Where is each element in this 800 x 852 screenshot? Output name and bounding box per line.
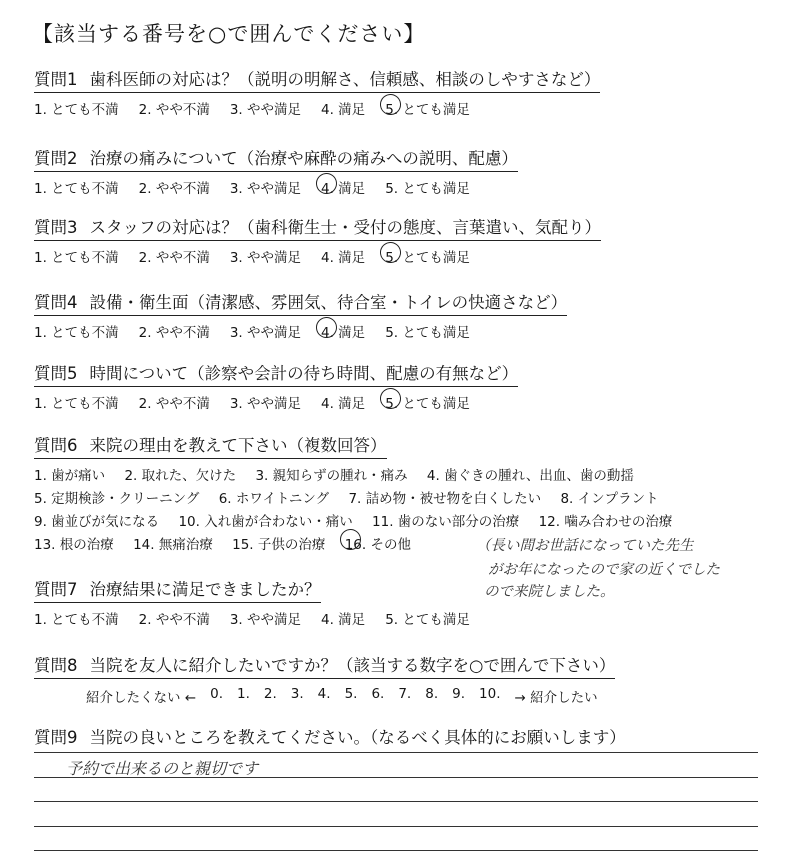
scale-8[interactable]: 8.: [425, 686, 439, 702]
question-9-title: [34, 724, 626, 750]
reason-9[interactable]: 9. 歯並びが気になる: [34, 514, 160, 530]
question-5-options: [34, 392, 794, 412]
option-4-circled[interactable]: 4. 満足: [321, 177, 365, 197]
question-4: [34, 289, 794, 341]
scale-left-label: 紹介したくない ←: [86, 690, 197, 706]
option-2[interactable]: 2. やや不満: [138, 396, 210, 412]
question-5-text: 時間について（診察や会計の待ち時間、配慮の有無など）: [89, 364, 519, 383]
question-3-title: [34, 214, 601, 241]
reason-2[interactable]: 2. 取れた、欠けた: [124, 468, 237, 484]
question-1-text: 歯科医師の対応は？（説明の明解さ、信頼感、相談のしやすさなど）: [89, 70, 601, 89]
scale-10[interactable]: 10.: [479, 686, 501, 702]
question-6-text: 来院の理由を教えて下さい（複数回答）: [89, 436, 387, 455]
reason-1[interactable]: 1. 歯が痛い: [34, 468, 106, 484]
question-7-text: 治療結果に満足できましたか？: [89, 580, 321, 599]
reason-5[interactable]: 5. 定期検診・クリーニング: [34, 491, 200, 507]
question-3-options: [34, 246, 794, 266]
question-2: [34, 145, 794, 197]
option-2[interactable]: 2. やや不満: [138, 102, 210, 118]
question-2-title: [34, 145, 518, 172]
reason-13[interactable]: 13. 根の治療: [34, 537, 114, 553]
question-3-number: 質問3: [34, 218, 78, 237]
reason-row: [34, 510, 794, 533]
reason-14[interactable]: 14. 無痛治療: [133, 537, 213, 553]
reason-16-circled[interactable]: 16. その他: [345, 533, 411, 553]
scale-2[interactable]: 2.: [263, 686, 277, 702]
scale-3[interactable]: 3.: [290, 686, 304, 702]
scale-7[interactable]: 7.: [398, 686, 412, 702]
question-2-text: 治療の痛みについて（治療や麻酔の痛みへの説明、配慮）: [89, 149, 518, 168]
question-3: [34, 214, 794, 266]
question-1-number: 質問1: [34, 70, 78, 89]
reason-6[interactable]: 6. ホワイトニング: [218, 491, 330, 507]
question-7: [34, 576, 794, 628]
option-1[interactable]: 1. とても不満: [34, 325, 119, 341]
scale-6[interactable]: 6.: [371, 686, 385, 702]
option-4[interactable]: 4. 満足: [321, 612, 366, 628]
handwritten-other-reason-line-1: （長い間お世話になっていた先生: [476, 538, 694, 554]
handwritten-other-reason-line-2: がお年になったので家の近くでした: [488, 562, 720, 578]
question-6-number: 質問6: [34, 436, 78, 455]
option-5[interactable]: 5. とても満足: [385, 325, 470, 341]
answer-line: [34, 850, 758, 851]
option-4[interactable]: 4. 満足: [321, 250, 366, 266]
question-9: [34, 724, 794, 750]
question-9-number: 質問9: [34, 728, 78, 747]
option-3[interactable]: 3. やや満足: [229, 612, 302, 628]
question-8: [34, 652, 794, 706]
question-9-text: 当院の良いところを教えてください。（なるべく具体的にお願いします）: [89, 728, 626, 747]
option-3[interactable]: 3. やや満足: [229, 102, 302, 118]
question-4-text: 設備・衛生面（清潔感、雰囲気、待合室・トイレの快適さなど）: [89, 293, 568, 312]
handwritten-other-reason-line-3: ので来院しました。: [484, 584, 615, 600]
question-8-title: [34, 652, 615, 679]
handwritten-good-points: 予約で出来るのと親切です: [66, 759, 259, 778]
scale-0[interactable]: 0.: [210, 686, 223, 702]
option-3[interactable]: 3. やや満足: [229, 181, 302, 197]
reason-11[interactable]: 11. 歯のない部分の治療: [372, 514, 520, 530]
question-8-text: 当院を友人に紹介したいですか？（該当する数字を○で囲んで下さい）: [89, 656, 616, 675]
question-4-title: [34, 289, 567, 316]
question-5-title: [34, 360, 518, 387]
option-5[interactable]: 5. とても満足: [385, 181, 470, 197]
option-1[interactable]: 1. とても不満: [34, 396, 119, 412]
question-1-title: [34, 66, 600, 93]
question-2-options: [34, 177, 794, 197]
option-2[interactable]: 2. やや不満: [138, 250, 210, 266]
question-5: [34, 360, 794, 412]
question-7-options: [34, 608, 794, 628]
question-7-number: 質問7: [34, 580, 78, 599]
question-2-number: 質問2: [34, 149, 78, 168]
option-5[interactable]: 5. とても満足: [385, 612, 470, 628]
question-4-number: 質問4: [34, 293, 78, 312]
option-5-circled[interactable]: 5. とても満足: [385, 246, 470, 266]
recommend-scale: [86, 686, 794, 706]
option-1[interactable]: 1. とても不満: [34, 181, 119, 197]
option-4[interactable]: 4. 満足: [321, 102, 366, 118]
answer-line: [34, 752, 758, 753]
option-2[interactable]: 2. やや不満: [138, 325, 210, 341]
question-3-text: スタッフの対応は？（歯科衛生士・受付の態度、言葉遣い、気配り）: [89, 218, 601, 237]
scale-1[interactable]: 1.: [237, 686, 250, 702]
question-1: [34, 66, 794, 118]
option-5-circled[interactable]: 5. とても満足: [385, 392, 470, 412]
question-8-number: 質問8: [34, 656, 78, 675]
question-1-options: [34, 98, 794, 118]
scale-5[interactable]: 5.: [344, 686, 358, 702]
answer-line: [34, 801, 758, 802]
option-1[interactable]: 1. とても不満: [34, 250, 119, 266]
option-1[interactable]: 1. とても不満: [34, 102, 119, 118]
reason-10[interactable]: 10. 入れ歯が合わない・痛い: [178, 514, 353, 530]
reason-4[interactable]: 4. 歯ぐきの腫れ、出血、歯の動揺: [426, 468, 634, 484]
option-3[interactable]: 3. やや満足: [229, 396, 302, 412]
option-2[interactable]: 2. やや不満: [138, 181, 210, 197]
option-4[interactable]: 4. 満足: [321, 396, 366, 412]
scale-4[interactable]: 4.: [317, 686, 331, 702]
reason-3[interactable]: 3. 親知らずの腫れ・痛み: [255, 468, 408, 484]
reason-row: [34, 464, 794, 487]
question-7-title: [34, 576, 321, 603]
option-4-circled[interactable]: 4. 満足: [321, 321, 365, 341]
option-5-circled[interactable]: 5. とても満足: [385, 98, 470, 118]
answer-line: [34, 777, 758, 778]
reason-row: [34, 487, 794, 510]
answer-line: [34, 826, 758, 827]
reason-8[interactable]: 8. インプラント: [560, 491, 659, 507]
reason-12[interactable]: 12. 噛み合わせの治療: [538, 514, 673, 530]
instruction-header: 【該当する番号を○で囲んでください】: [32, 22, 426, 46]
question-4-options: [34, 321, 794, 341]
reason-15[interactable]: 15. 子供の治療: [232, 537, 326, 553]
reason-7[interactable]: 7. 詰め物・被せ物を白くしたい: [348, 491, 542, 507]
option-3[interactable]: 3. やや満足: [229, 250, 302, 266]
scale-right-label: → 紹介したい: [514, 690, 598, 706]
scale-9[interactable]: 9.: [452, 686, 466, 702]
question-6-title: [34, 432, 387, 459]
option-3[interactable]: 3. やや満足: [229, 325, 302, 341]
question-5-number: 質問5: [34, 364, 78, 383]
option-1[interactable]: 1. とても不満: [34, 612, 119, 628]
option-2[interactable]: 2. やや不満: [138, 612, 210, 628]
